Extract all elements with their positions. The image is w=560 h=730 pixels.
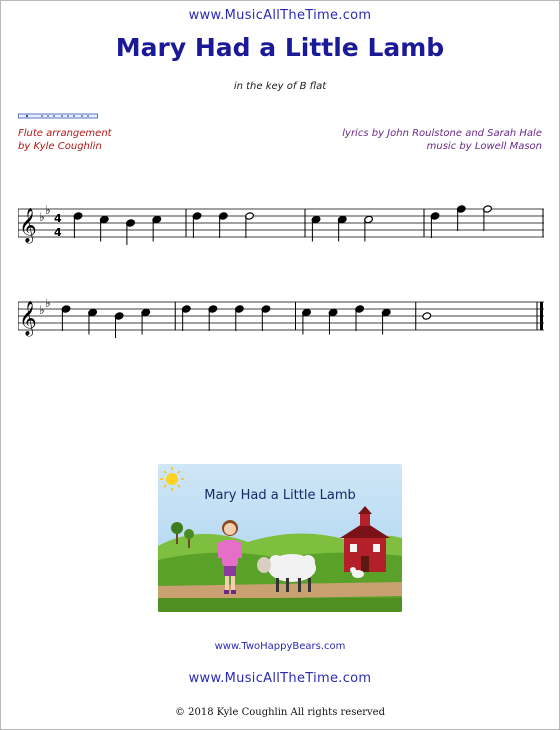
time-sig-bottom: 4 [54, 226, 62, 239]
site-url-header[interactable]: www.MusicAllTheTime.com [188, 8, 372, 23]
notes-system-2 [61, 302, 431, 338]
staff-lines [18, 302, 544, 330]
notes-system-1 [73, 205, 543, 245]
note-head [422, 312, 432, 320]
flute-icon [18, 113, 98, 119]
illustration-title: Mary Had a Little Lamb [204, 488, 356, 503]
time-sig-top: 4 [54, 212, 62, 225]
staff-lines [18, 209, 544, 237]
staff-system-1 [18, 197, 544, 253]
credit-line: Flute arrangement [18, 128, 112, 139]
credit-line: music by Lowell Mason [426, 141, 542, 152]
flat-icon: ♭ [39, 210, 45, 224]
song-title: Mary Had a Little Lamb [115, 33, 445, 62]
staff-system-2 [18, 290, 544, 346]
credit-line: lyrics by John Roulstone and Sarah Hale [342, 128, 542, 139]
song-illustration[interactable] [158, 464, 402, 612]
final-barline-thick [540, 302, 543, 330]
key-subtitle: in the key of B flat [233, 81, 327, 92]
flat-icon: ♭ [39, 303, 45, 317]
site-url-footer[interactable]: www.MusicAllTheTime.com [188, 671, 372, 686]
lyrics-music-credit [342, 127, 542, 153]
treble-clef-icon: 𝄞 [19, 208, 37, 243]
flat-icon: ♭ [45, 296, 51, 310]
credit-line: by Kyle Coughlin [18, 141, 102, 152]
treble-clef-icon: 𝄞 [19, 301, 37, 336]
illustration-scene [158, 464, 402, 612]
partner-link[interactable]: www.TwoHappyBears.com [214, 641, 346, 652]
copyright-text: © 2018 Kyle Coughlin All rights reserved [175, 707, 385, 718]
flat-icon: ♭ [45, 203, 51, 217]
arrangement-credit [18, 127, 112, 153]
